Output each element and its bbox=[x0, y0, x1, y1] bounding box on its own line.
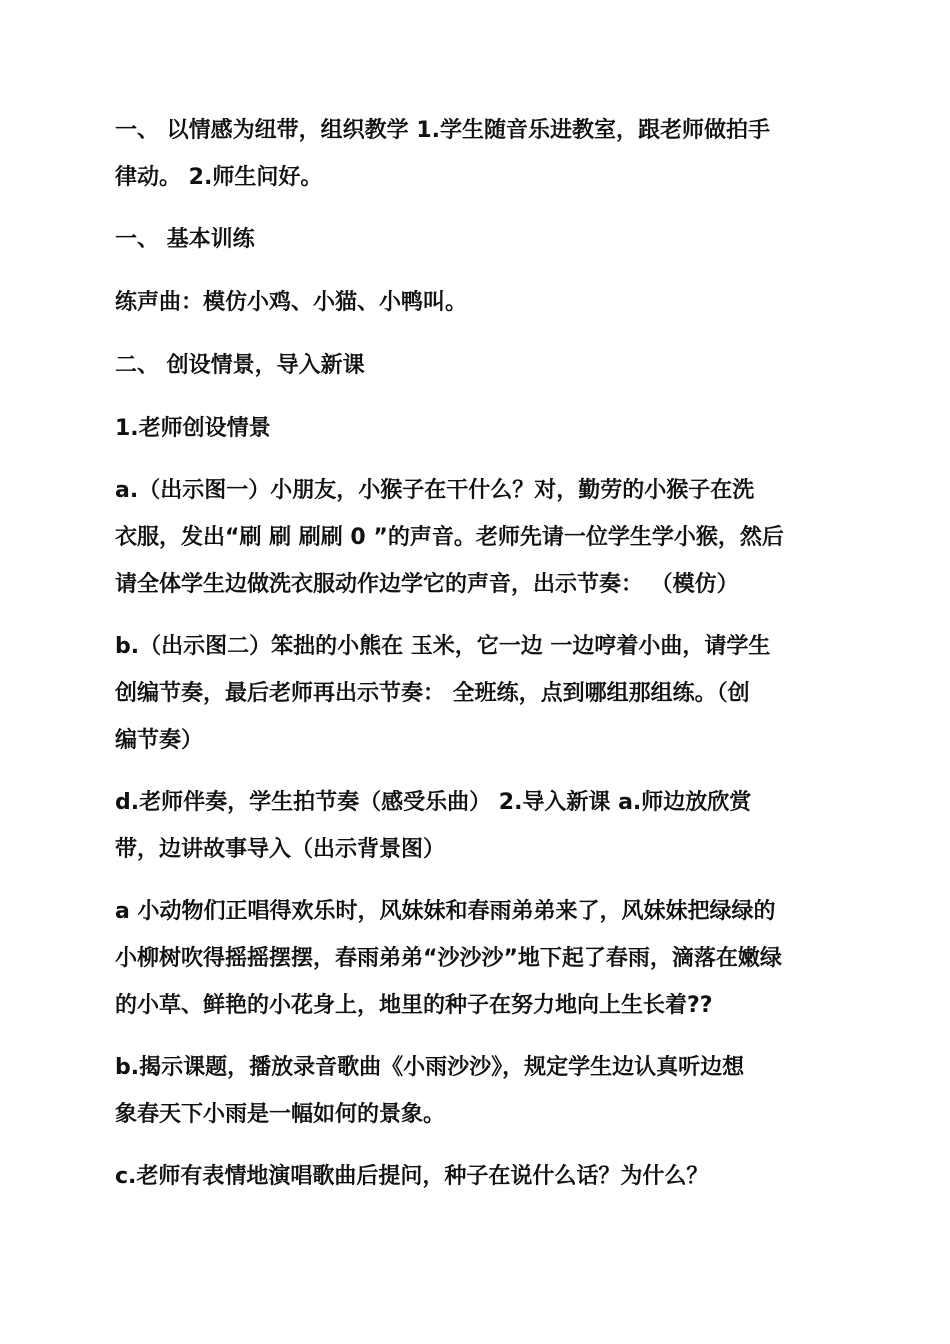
text-line: 律动。 2.师生问好。 bbox=[115, 165, 323, 190]
text-line: b.（出示图二）笨拙的小熊在 玉米，它一边 一边哼着小曲，请学生 bbox=[115, 634, 771, 659]
text-line: c.老师有表情地演唱歌曲后提问，种子在说什么话？为什么？ bbox=[115, 1164, 709, 1189]
paragraph-story bbox=[115, 888, 835, 1029]
heading-basic-training bbox=[115, 216, 835, 263]
text-line: 一、 以情感为纽带，组织教学 1.学生随音乐进教室，跟老师做拍手 bbox=[115, 118, 770, 143]
text-line: b.揭示课题，播放录音歌曲《小雨沙沙》，规定学生边认真听边想 bbox=[115, 1055, 745, 1080]
paragraph-accompaniment bbox=[115, 779, 835, 873]
paragraph-reveal-title bbox=[115, 1044, 835, 1138]
heading-create-scene bbox=[115, 342, 835, 389]
text-line: 1.老师创设情景 bbox=[115, 416, 271, 441]
paragraph-monkey bbox=[115, 467, 835, 608]
text-line: 象春天下小雨是一幅如何的景象。 bbox=[115, 1102, 446, 1127]
paragraph-organize-teaching bbox=[115, 107, 835, 201]
text-line: a.（出示图一）小朋友，小猴子在干什么？对，勤劳的小猴子在洗 bbox=[115, 478, 755, 503]
text-line: 的小草、鲜艳的小花身上，地里的种子在努力地向上生长着?? bbox=[115, 993, 713, 1018]
text-line: 练声曲：模仿小鸡、小猫、小鸭叫。 bbox=[115, 290, 468, 315]
paragraph-bear bbox=[115, 623, 835, 764]
paragraph-vocal-exercise bbox=[115, 279, 835, 326]
text-line: 小柳树吹得摇摇摆摆，春雨弟弟“沙沙沙”地下起了春雨，滴落在嫩绿 bbox=[115, 946, 782, 971]
heading-teacher-scene bbox=[115, 405, 835, 452]
text-line: d.老师伴奏，学生拍节奏（感受乐曲） 2.导入新课 a.师边放欣赏 bbox=[115, 790, 752, 815]
text-line: 创编节奏，最后老师再出示节奏： 全班练，点到哪组那组练。（创 bbox=[115, 681, 750, 706]
text-line: 带，边讲故事导入（出示背景图） bbox=[115, 837, 446, 862]
text-line: a 小动物们正唱得欢乐时，风妹妹和春雨弟弟来了，风妹妹把绿绿的 bbox=[115, 899, 776, 924]
text-line: 编节奏） bbox=[115, 728, 204, 753]
text-line: 二、 创设情景，导入新课 bbox=[115, 353, 365, 378]
paragraph-teacher-sings bbox=[115, 1153, 835, 1200]
text-line: 请全体学生边做洗衣服动作边学它的声音，出示节奏： （模仿） bbox=[115, 572, 739, 597]
text-line: 一、 基本训练 bbox=[115, 227, 255, 252]
text-line: 衣服，发出“刷 刷 刷刷 0 ”的声音。老师先请一位学生学小猴，然后 bbox=[115, 525, 784, 550]
